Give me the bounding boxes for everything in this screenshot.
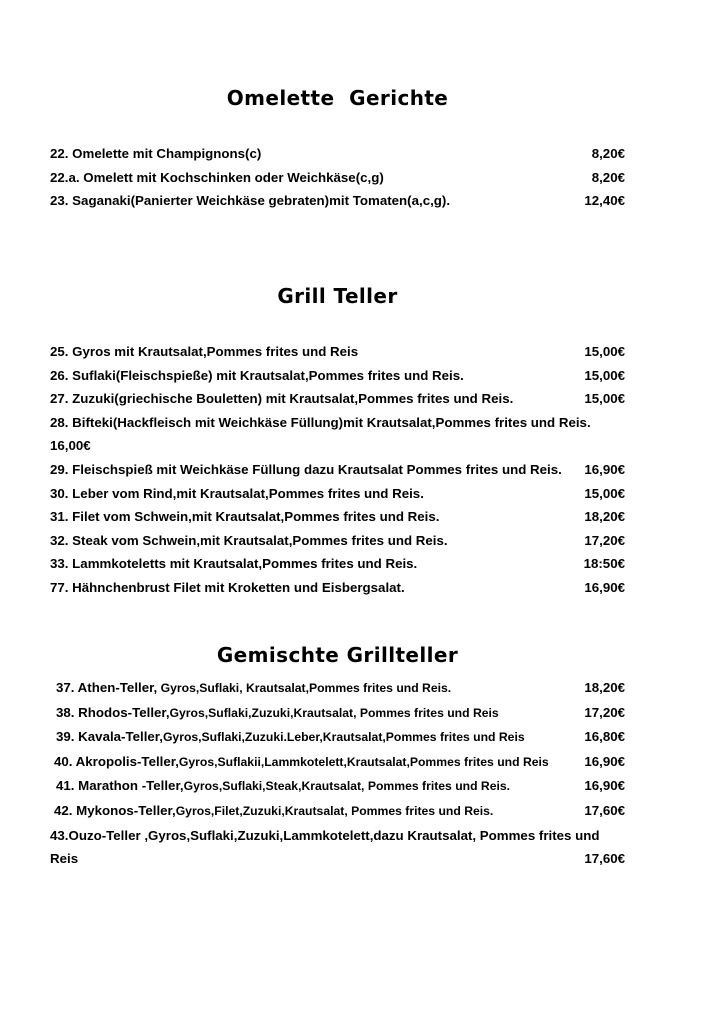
menu-item-name: 42. Mykonos-Teller, [54, 802, 176, 818]
menu-item-text: 32. Steak vom Schwein,mit Krautsalat,Pommes frites und Reis. [50, 532, 448, 548]
menu-item-price: 16,90€ [584, 461, 625, 477]
menu-item-row [50, 676, 625, 701]
menu-item-description: Gyros,Suflaki,Zuzuki,Krautsalat, Pommes frites und Reis [169, 705, 499, 720]
menu-item-row [50, 529, 625, 553]
menu-item-description: Gyros,Suflaki,Zuzuki.Leber,Krautsalat,Pommes frites und Reis [162, 730, 525, 745]
menu-list-grill [50, 340, 625, 600]
menu-list-mixed [50, 676, 625, 871]
menu-item-price: 15,00€ [584, 367, 625, 383]
menu-item-price: 17,60€ [584, 802, 625, 818]
menu-item-row [50, 824, 625, 871]
menu-item-text: 31. Filet vom Schwein,mit Krautsalat,Pommes frites und Reis. [50, 509, 440, 525]
menu-item-price: 8,20€ [591, 169, 625, 185]
menu-item-name: 40. Akropolis-Teller, [54, 753, 179, 769]
menu-item-price: 16,90€ [584, 778, 625, 794]
menu-item-price: 17,20€ [584, 704, 625, 720]
menu-item-row [50, 364, 625, 388]
menu-item-text: 22. Omelette mit Champignons(c) [50, 146, 262, 161]
menu-item-row [50, 552, 625, 576]
menu-item-text: 23. Saganaki(Panierter Weichkäse gebraten)mit Tomaten(a,c,g). [50, 193, 451, 209]
menu-item-row [50, 482, 625, 506]
menu-item-text: 22.a. Omelett mit Kochschinken oder Weichkäse(c,g) [50, 169, 384, 185]
section-heading-mixed: Gemischte Grillteller [216, 643, 459, 667]
menu-item-text: 28. Bifteki(Hackfleisch mit Weichkäse Füllung)mit Krautsalat,Pommes frites und Reis. [50, 414, 591, 430]
menu-item-text: 30. Leber vom Rind,mit Krautsalat,Pommes frites und Reis. [50, 485, 424, 501]
menu-item-text: 27. Zuzuki(griechische Bouletten) mit Krautsalat,Pommes frites und Reis. [50, 391, 514, 407]
menu-item-row [50, 799, 625, 824]
menu-item-price: 18,20€ [584, 509, 625, 525]
menu-item-price: 16,00€ [50, 438, 91, 454]
menu-item-description: Gyros,Filet,Zuzuki,Krautsalat, Pommes frites und Reis. [175, 803, 494, 818]
menu-item-wrap-text: Reis [50, 851, 79, 867]
menu-item-row [50, 340, 625, 364]
menu-item-row [50, 387, 625, 411]
menu-item-text: 26. Suflaki(Fleischspieße) mit Krautsalat,Pommes frites und Reis. [50, 367, 464, 383]
menu-item-row [50, 725, 625, 750]
menu-item-price: 16,90€ [584, 753, 625, 769]
menu-item-text: 29. Fleischspieß mit Weichkäse Füllung dazu Krautsalat Pommes frites und Reis. [50, 461, 562, 477]
menu-item-row [50, 189, 625, 213]
menu-item-row [50, 774, 625, 799]
menu-item-row [50, 701, 625, 726]
menu-item-name: 39. Kavala-Teller, [56, 729, 163, 745]
menu-item-price: 17,20€ [584, 532, 625, 548]
menu-item-description: Gyros,Suflakii,Lammkotelett,Krautsalat,Pommes frites und Reis [178, 754, 549, 769]
menu-item-wrap-tail [50, 847, 625, 871]
menu-item-row [50, 750, 625, 775]
menu-item-price: 15,00€ [584, 344, 625, 359]
menu-item-row [50, 576, 625, 600]
menu-item-name: 41. Marathon -Teller, [56, 778, 184, 794]
menu-item-description: Gyros,Suflaki,Steak,Krautsalat, Pommes frites und Reis. [183, 779, 511, 794]
section-heading-grill: Grill Teller [277, 284, 398, 308]
menu-item-text: 25. Gyros mit Krautsalat,Pommes frites und Reis [50, 344, 359, 359]
menu-item-text: 33. Lammkoteletts mit Krautsalat,Pommes frites und Reis. [50, 556, 418, 572]
menu-item-row [50, 142, 625, 166]
menu-item-price: 16,90€ [584, 579, 625, 595]
menu-list-omelette [50, 142, 625, 213]
menu-item-price: 16,80€ [584, 729, 625, 745]
section-heading-omelette: Omelette Gerichte [226, 86, 449, 110]
menu-item-name: 37. Athen-Teller, [56, 680, 158, 695]
menu-item-price: 17,60€ [584, 851, 625, 867]
menu-item-name: 38. Rhodos-Teller, [56, 704, 170, 720]
menu-item-price: 18,20€ [584, 680, 625, 695]
menu-item-price: 18:50€ [583, 556, 625, 572]
menu-item-description: Gyros,Suflaki, Krautsalat,Pommes frites und Reis. [157, 681, 452, 695]
menu-item-row [50, 458, 625, 482]
menu-item-price: 15,00€ [584, 485, 625, 501]
menu-item-price: 8,20€ [591, 146, 625, 161]
menu-item-row [50, 166, 625, 190]
menu-item-price: 12,40€ [584, 193, 625, 209]
menu-item-row [50, 411, 625, 458]
menu-item-text: 77. Hähnchenbrust Filet mit Kroketten und Eisbergsalat. [50, 579, 405, 595]
menu-item-name: 43.Ouzo-Teller ,Gyros,Suflaki,Zuzuki,Lammkotelett,dazu Krautsalat, Pommes frites und [50, 827, 600, 843]
menu-item-price: 15,00€ [584, 391, 625, 407]
menu-item-row [50, 505, 625, 529]
